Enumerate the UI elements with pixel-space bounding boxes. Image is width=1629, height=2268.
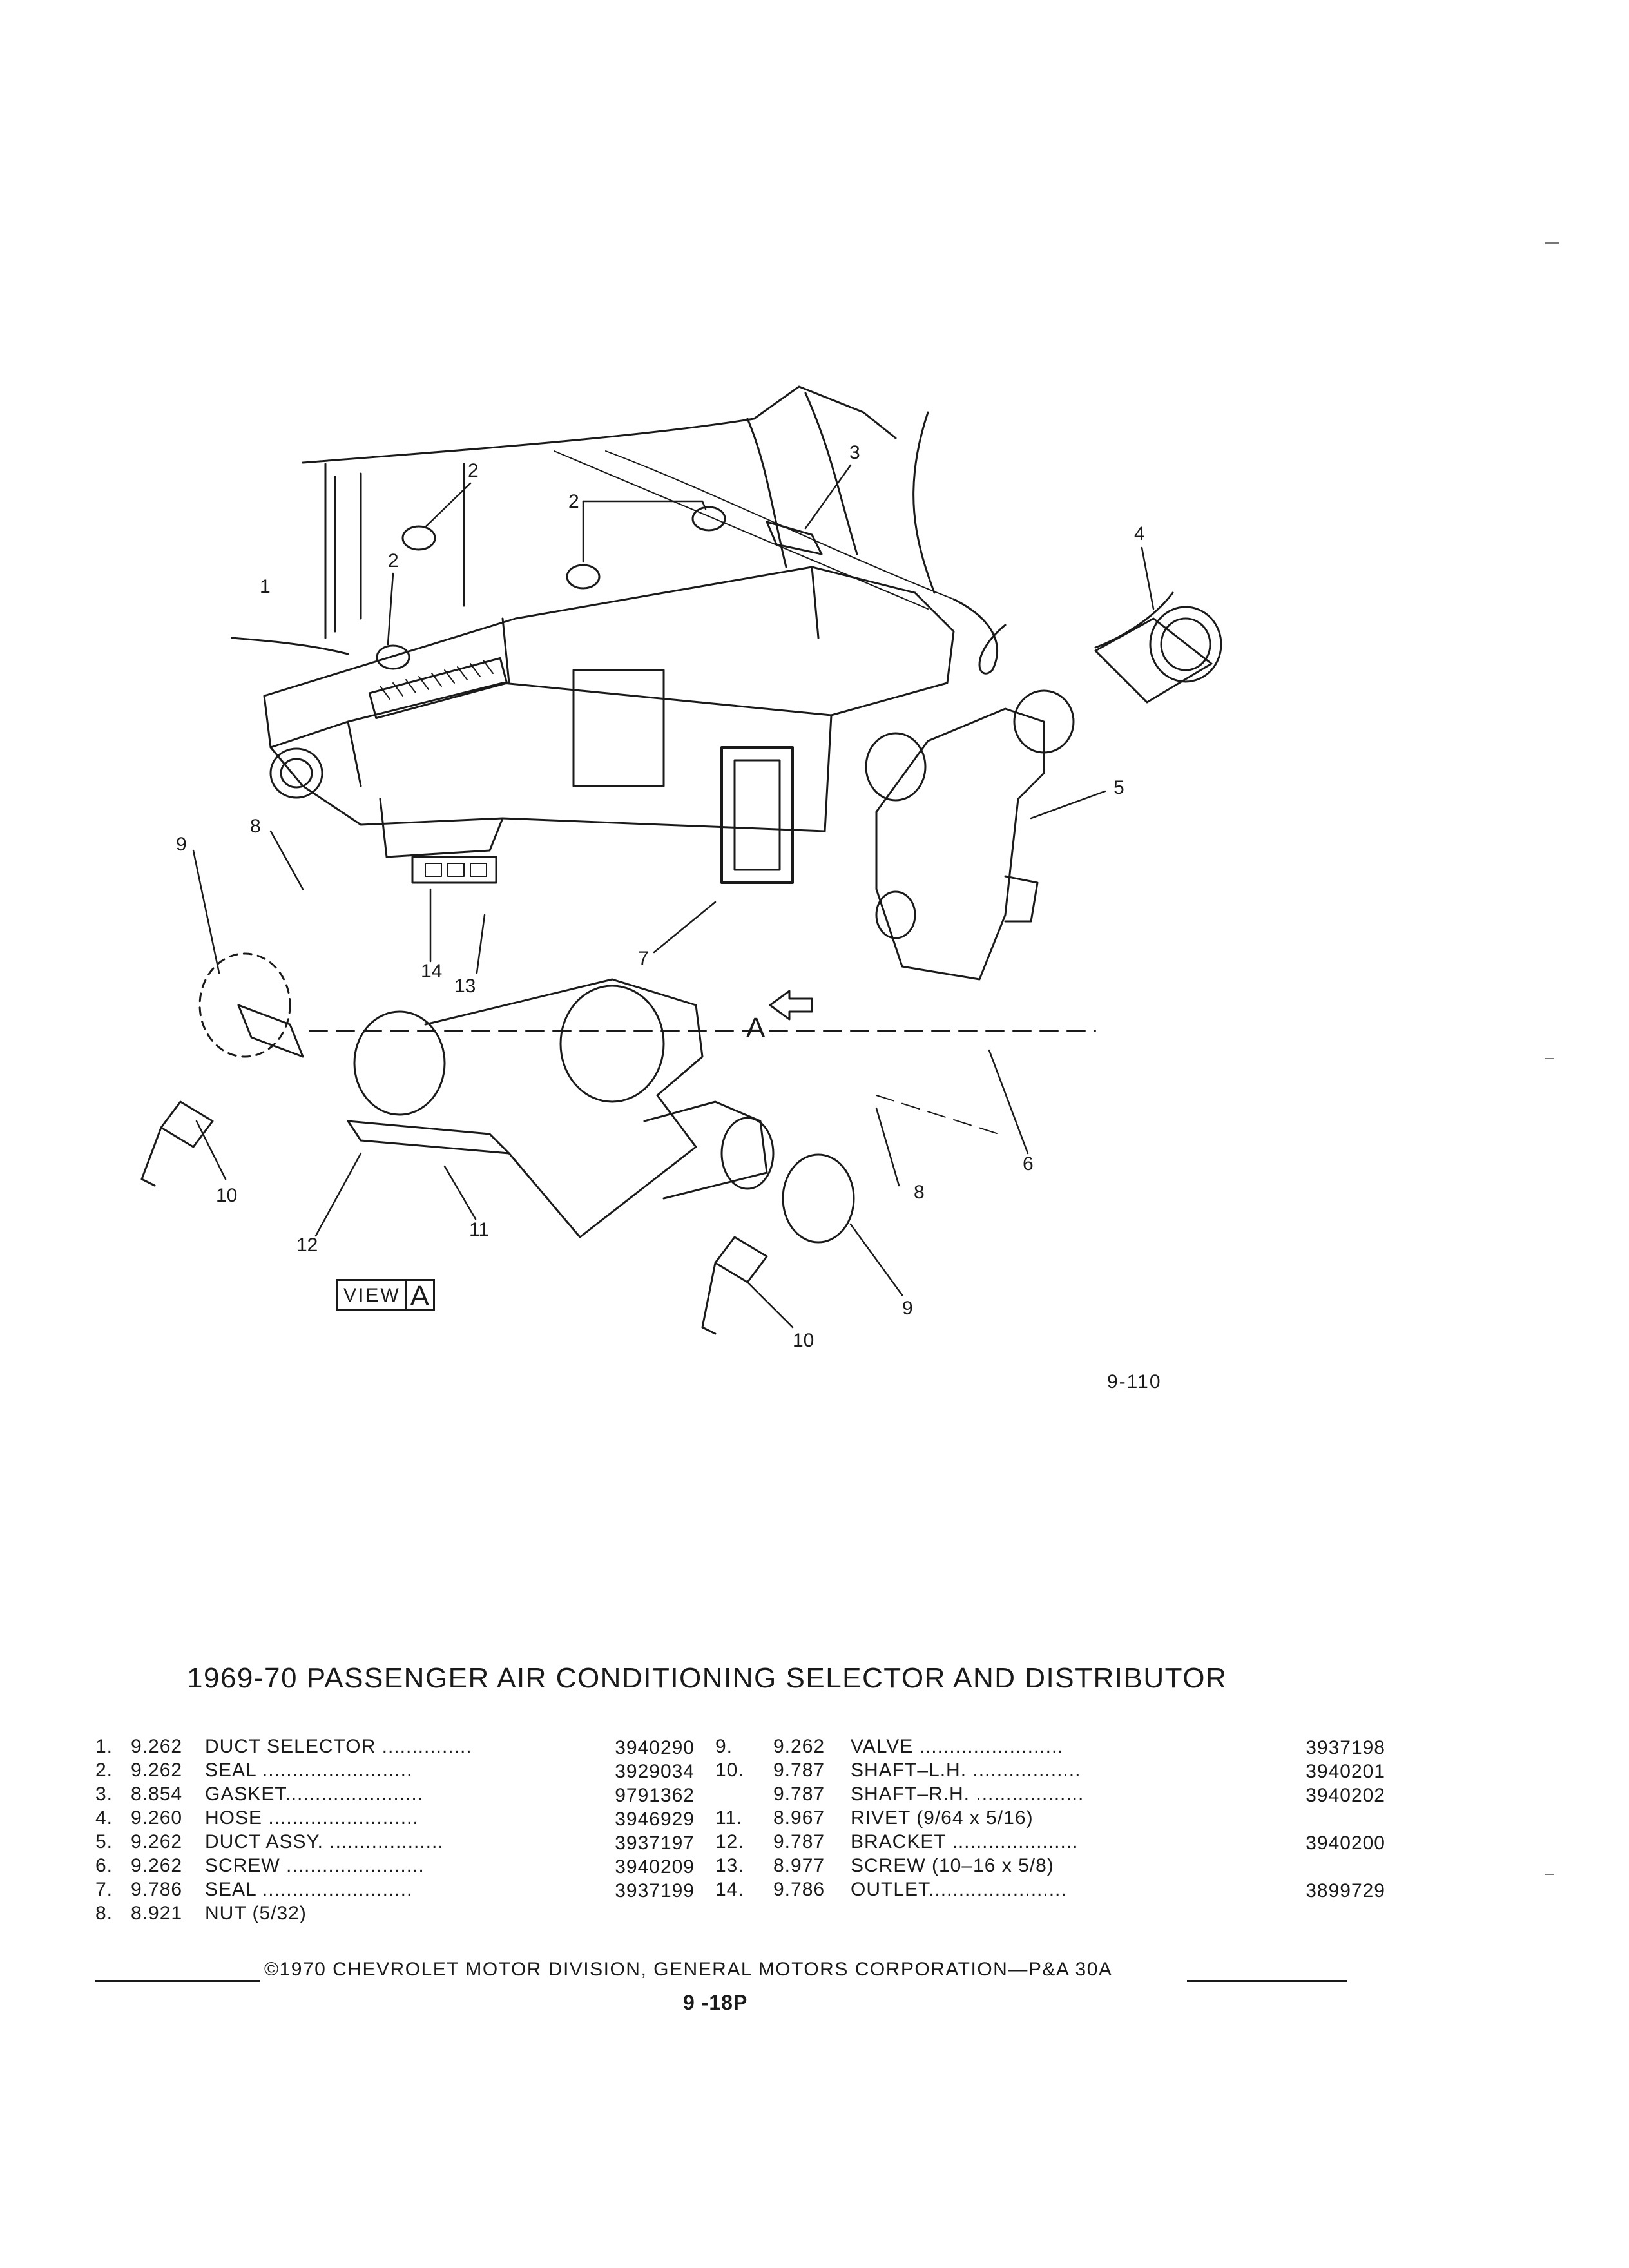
- item-number: 3.: [95, 1783, 113, 1805]
- item-number: 2.: [95, 1760, 113, 1781]
- part-description: SCREW .......................: [205, 1855, 425, 1876]
- callout-11: 11: [469, 1219, 490, 1240]
- group-number: 9.262: [131, 1760, 183, 1781]
- parts-row: [715, 1854, 1385, 1878]
- group-number: 9.786: [773, 1879, 825, 1900]
- parts-row: [715, 1758, 1385, 1782]
- part-number: 3899729: [1306, 1880, 1385, 1901]
- callout-14: 14: [421, 961, 443, 982]
- item-number: 5.: [95, 1831, 113, 1852]
- part-number: 3929034: [615, 1761, 695, 1782]
- callout-2: 2: [568, 491, 579, 512]
- part-description: BRACKET .....................: [851, 1831, 1079, 1852]
- callout-8: 8: [914, 1182, 925, 1203]
- part-number: 3940290: [615, 1737, 695, 1758]
- part-description: HOSE .........................: [205, 1807, 419, 1829]
- part-description: VALVE ........................: [851, 1736, 1064, 1757]
- part-number: 3940201: [1306, 1761, 1385, 1782]
- parts-row: [95, 1854, 695, 1878]
- group-number: 9.262: [131, 1831, 183, 1852]
- parts-row: [95, 1782, 695, 1806]
- parts-row: [95, 1806, 695, 1830]
- page-title: 1969-70 PASSENGER AIR CONDITIONING SELECTOR AND DISTRIBUTOR: [187, 1662, 1228, 1694]
- parts-row: [95, 1901, 695, 1925]
- vacuum-hose-routing: [554, 451, 1005, 673]
- view-a-label-box: [336, 1279, 435, 1311]
- item-number: 6.: [95, 1855, 113, 1876]
- item-number: 10.: [715, 1760, 744, 1781]
- edge-mark: [1545, 1058, 1554, 1059]
- part-description: NUT (5/32): [205, 1903, 307, 1924]
- group-number: 9.787: [773, 1783, 825, 1805]
- callout-3: 3: [849, 442, 860, 463]
- parts-row: [715, 1782, 1385, 1806]
- callout-leader-lines: [193, 465, 1153, 1327]
- figure-number: 9-110: [1107, 1371, 1162, 1392]
- item-number: 14.: [715, 1879, 744, 1900]
- parts-list-right: [715, 1735, 1385, 1901]
- gasket: [722, 747, 793, 883]
- part-number: 3937199: [615, 1880, 695, 1901]
- copyright-notice: ©1970 CHEVROLET MOTOR DIVISION, GENERAL MOTORS CORPORATION—P&A 30A: [264, 1959, 1113, 1980]
- callout-4: 4: [1134, 523, 1145, 544]
- parts-row: [715, 1735, 1385, 1758]
- seal-fittings: [377, 507, 822, 669]
- part-description: SHAFT–L.H. ..................: [851, 1760, 1081, 1781]
- part-number: 3940202: [1306, 1785, 1385, 1806]
- hose: [1095, 607, 1221, 702]
- parts-row: [95, 1735, 695, 1758]
- group-number: 8.977: [773, 1855, 825, 1876]
- callout-13: 13: [454, 975, 476, 997]
- footer-rule-right: [1187, 1980, 1347, 1982]
- view-a-distributor: [142, 954, 1095, 1334]
- callout-9: 9: [176, 834, 187, 855]
- group-number: 8.854: [131, 1783, 183, 1805]
- part-description: SEAL .........................: [205, 1760, 413, 1781]
- parts-row: [715, 1878, 1385, 1901]
- parts-row: [95, 1830, 695, 1854]
- duct-selector: [264, 567, 954, 883]
- firewall-outline: [232, 387, 1173, 654]
- edge-mark: [1545, 1874, 1554, 1875]
- part-number: 3946929: [615, 1809, 695, 1830]
- part-description: OUTLET.......................: [851, 1879, 1067, 1900]
- part-number: 9791362: [615, 1785, 695, 1806]
- callout-10: 10: [793, 1330, 815, 1351]
- callout-12: 12: [296, 1235, 318, 1256]
- view-a-arrow: [770, 991, 812, 1019]
- parts-row: [715, 1806, 1385, 1830]
- callout-7: 7: [638, 948, 649, 969]
- item-number: 12.: [715, 1831, 744, 1852]
- part-number: 3940200: [1306, 1832, 1385, 1854]
- footer-rule-left: [95, 1980, 260, 1982]
- item-number: 1.: [95, 1736, 113, 1757]
- page-number: 9 -18P: [683, 1991, 748, 2014]
- group-number: 9.262: [131, 1855, 183, 1876]
- group-number: 9.262: [773, 1736, 825, 1757]
- callout-9: 9: [902, 1298, 913, 1319]
- callout-2: 2: [468, 460, 479, 481]
- item-number: 4.: [95, 1807, 113, 1829]
- callout-1: 1: [260, 576, 271, 597]
- callout-6: 6: [1023, 1153, 1034, 1175]
- group-number: 9.787: [773, 1831, 825, 1852]
- parts-list-left: [95, 1735, 695, 1925]
- part-description: SHAFT–R.H. ..................: [851, 1783, 1084, 1805]
- part-description: DUCT ASSY. ...................: [205, 1831, 444, 1852]
- callout-8: 8: [250, 816, 261, 837]
- item-number: 13.: [715, 1855, 744, 1876]
- part-description: GASKET.......................: [205, 1783, 424, 1805]
- duct-assembly: [866, 691, 1074, 979]
- view-label: VIEW: [336, 1279, 407, 1311]
- group-number: 8.967: [773, 1807, 825, 1829]
- parts-row: [95, 1758, 695, 1782]
- part-number: 3937197: [615, 1832, 695, 1854]
- edge-mark: [1545, 242, 1559, 244]
- callout-2: 2: [388, 550, 399, 572]
- part-number: 3940209: [615, 1856, 695, 1878]
- view-letter: A: [407, 1279, 435, 1311]
- part-description: RIVET (9/64 x 5/16): [851, 1807, 1034, 1829]
- parts-row: [95, 1878, 695, 1901]
- callout-10: 10: [216, 1185, 238, 1206]
- item-number: 7.: [95, 1879, 113, 1900]
- part-description: SEAL .........................: [205, 1879, 413, 1900]
- view-a-marker: A: [746, 1012, 766, 1044]
- parts-row: [715, 1830, 1385, 1854]
- group-number: 9.787: [773, 1760, 825, 1781]
- group-number: 9.260: [131, 1807, 183, 1829]
- group-number: 9.786: [131, 1879, 183, 1900]
- part-number: 3937198: [1306, 1737, 1385, 1758]
- part-description: SCREW (10–16 x 5/8): [851, 1855, 1054, 1876]
- callout-5: 5: [1113, 777, 1124, 798]
- group-number: 9.262: [131, 1736, 183, 1757]
- item-number: 8.: [95, 1903, 113, 1924]
- part-description: DUCT SELECTOR ...............: [205, 1736, 472, 1757]
- item-number: 11.: [715, 1807, 743, 1829]
- item-number: 9.: [715, 1736, 733, 1757]
- group-number: 8.921: [131, 1903, 183, 1924]
